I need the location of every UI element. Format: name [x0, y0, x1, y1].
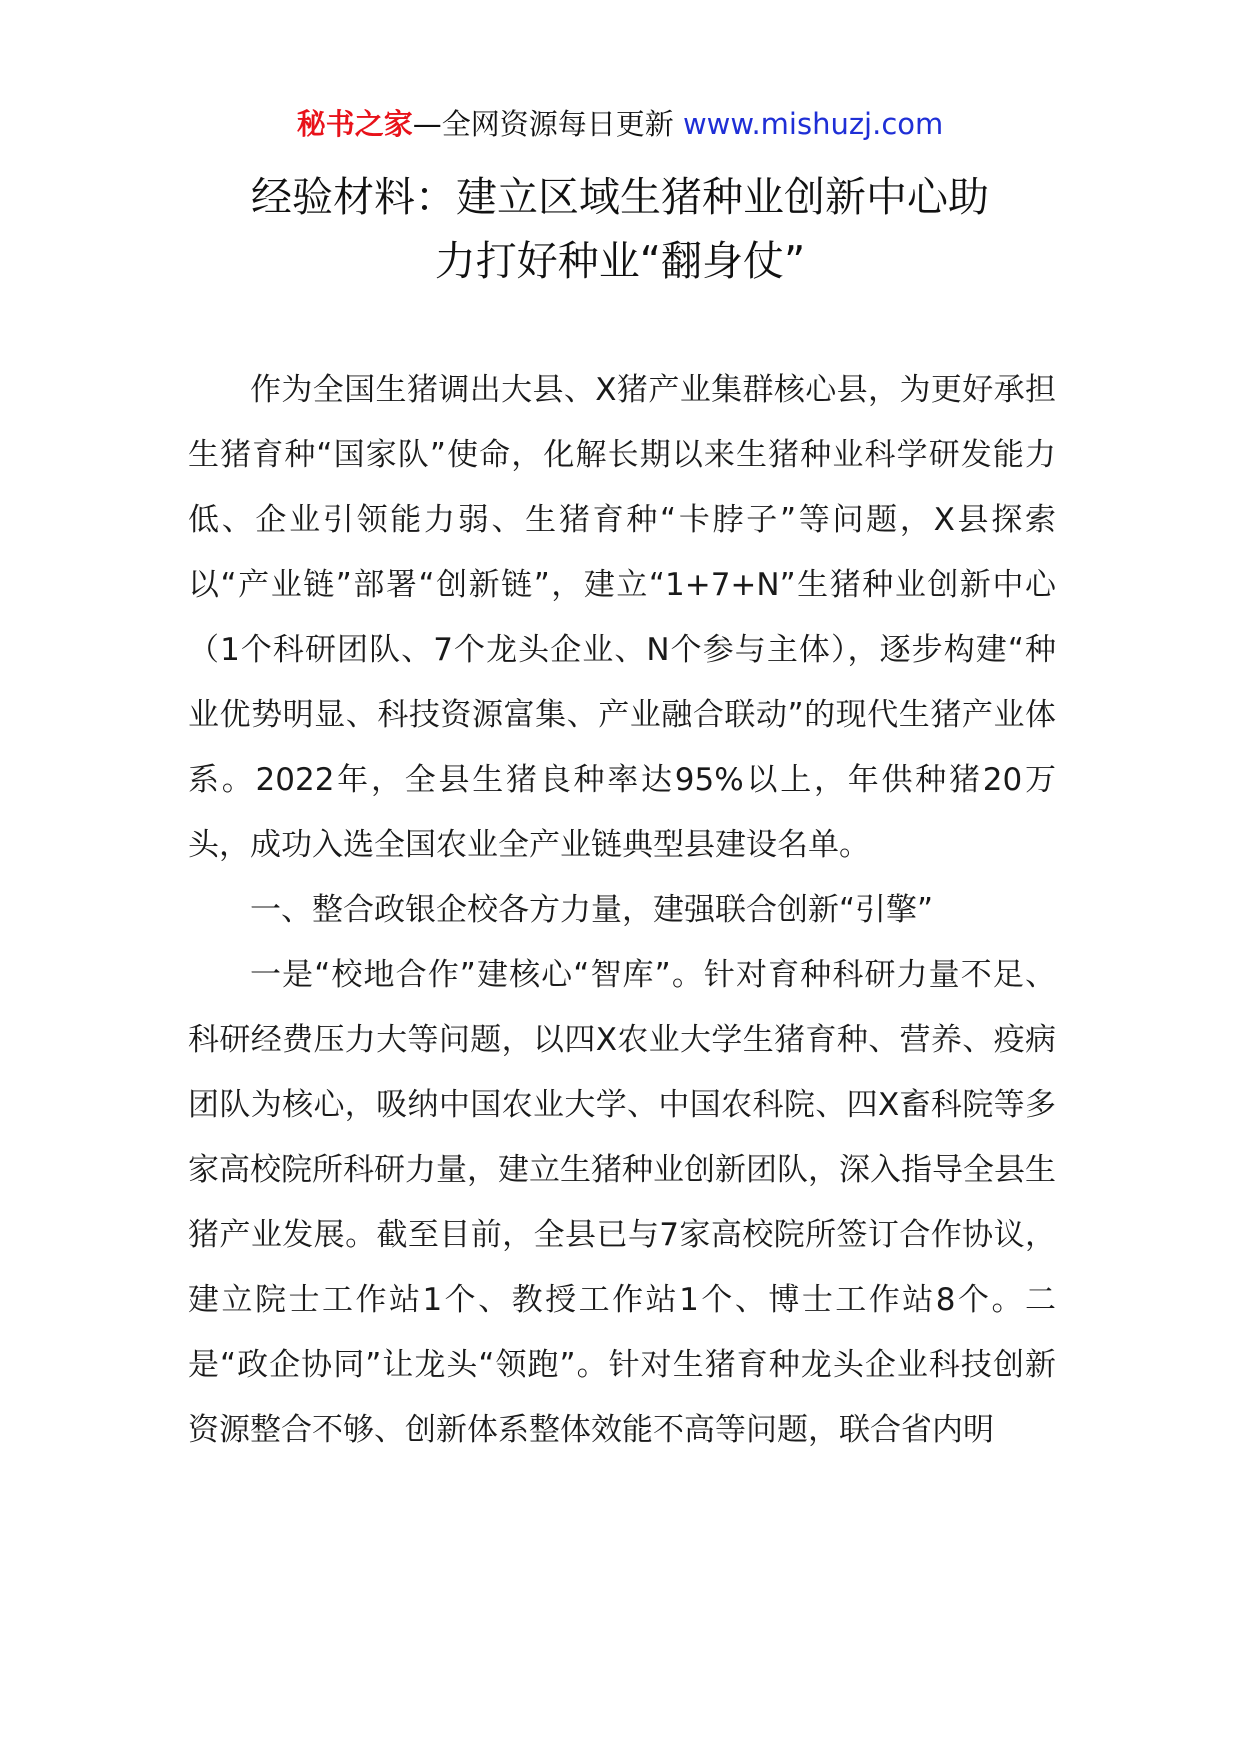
section-heading-1: 一、整合政银企校各方力量，建强联合创新“引擎”: [250, 892, 934, 928]
brand-name: 秘书之家: [296, 107, 413, 141]
document-title: [150, 165, 1090, 293]
intro-paragraph: 作为全国生猪调出大县、X猪产业集群核心县，为更好承担生猪育种“国家队”使命，化解长期以来生猪种业科学研发能力低、企业引领能力弱、生猪育种“卡脖子”等问题，X县探索以“产业链”部署“创新链”，建立“1+7+N”生猪种业创新中心（1个科研团队、7个龙头企业、N个参与主体），逐步构建“种业优势明显、科技资源富集、产业融合联动”的现代生猪产业体系。2022年，全县生猪良种率达95%以上，年供种猪20万头，成功入选全国农业全产业链典型县建设名单。: [188, 372, 1056, 863]
title-line-2: 力打好种业“翻身仗”: [434, 237, 806, 285]
title-line-1: 经验材料：建立区域生猪种业创新中心助: [251, 173, 989, 221]
header-tagline: —全网资源每日更新: [412, 107, 674, 141]
document-body: [188, 358, 1056, 1463]
section-1-paragraph: 一是“校地合作”建核心“智库”。针对育种科研力量不足、科研经费压力大等问题，以四X农业大学生猪育种、营养、疫病团队为核心，吸纳中国农业大学、中国农科院、四X畜科院等多家高校院所科研力量，建立生猪种业创新团队，深入指导全县生猪产业发展。截至目前，全县已与7家高校院所签订合作协议，建立院士工作站1个、教授工作站1个、博士工作站8个。二是“政企协同”让龙头“领跑”。针对生猪育种龙头企业科技创新资源整合不够、创新体系整体效能不高等问题，联合省内明: [188, 957, 1056, 1448]
site-url-link[interactable]: www.mishuzj.com: [682, 107, 944, 141]
site-header: [0, 100, 1240, 148]
